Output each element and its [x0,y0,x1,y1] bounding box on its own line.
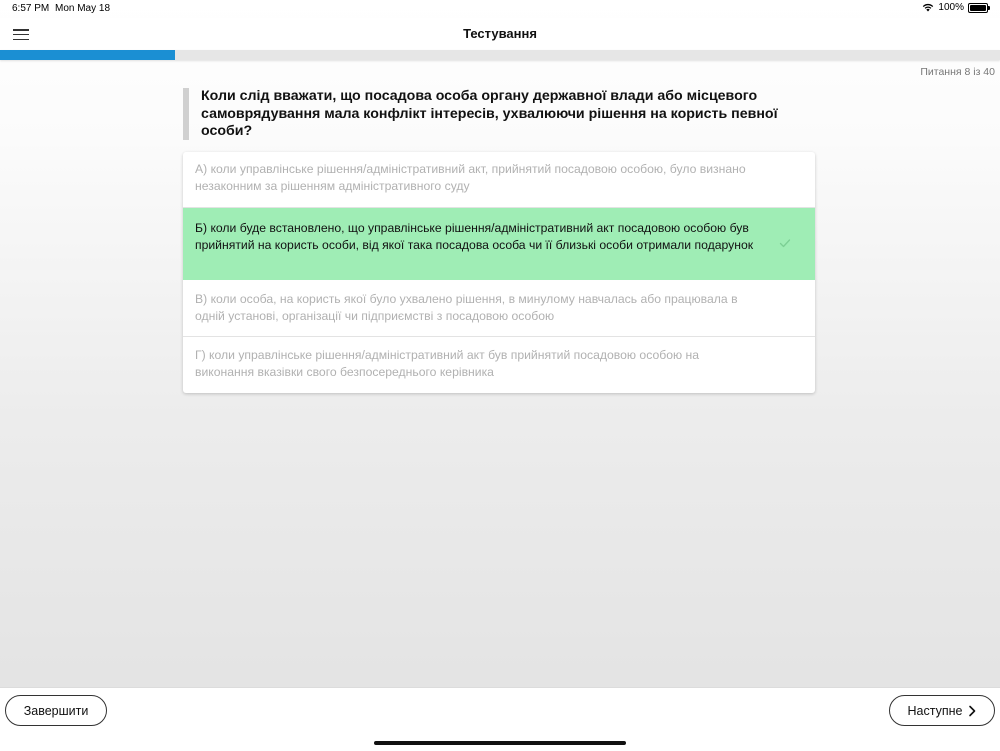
battery-icon [968,3,988,13]
test-progress-bar [0,50,1000,60]
status-time: 6:57 PM [12,3,50,14]
battery-level [970,5,986,11]
page-title: Тестування [463,26,537,41]
question-block [183,88,815,140]
question-counter: Питання 8 із 40 [920,66,995,78]
answer-text: В) коли особа, на користь якої було ухвалено рішення, в минулому навчалась або працювала в одній установі, організації чи підприємстві з посадовою особою [195,292,738,323]
answer-option-b[interactable] [183,208,815,280]
status-right [922,2,988,13]
answer-text: Б) коли буде встановлено, що управлінське рішення/адміністративний акт посадовою особою був прийнятий на користь особи, від якої така посадова особа чи її близькі особи отримали подарунок [195,221,754,252]
finish-button[interactable] [5,695,107,726]
wifi-icon [922,3,934,12]
question-text: Коли слід вважати, що посадова особа органу державної влади або місцевого самоврядування мала конфлікт інтересів, ухвалюючи рішення на користь певної особи? [201,88,778,139]
answer-text: Г) коли управлінське рішення/адміністративний акт був прийнятий посадовою особою на виконання вказівки свого безпосереднього керівника [195,348,700,379]
home-indicator [374,741,626,745]
bottom-toolbar [0,687,1000,751]
nav-bar [0,18,1000,50]
next-button[interactable] [889,695,995,726]
test-progress-fill [0,50,175,60]
answer-option-c[interactable] [183,280,815,337]
answer-option-a[interactable] [183,152,815,208]
answer-list [183,152,815,393]
status-date: Mon May 18 [55,3,111,14]
battery-percent: 100% [938,2,964,13]
answer-text: А) коли управлінське рішення/адміністративний акт, прийнятий посадовою особою, було визнано незаконним за рішенням адміністративного суду [195,162,746,193]
chevron-right-icon [968,705,976,717]
answer-option-d[interactable] [183,337,815,393]
next-button-label: Наступне [907,703,963,718]
status-bar [0,0,1000,18]
finish-button-label: Завершити [23,703,89,718]
check-icon [779,237,791,249]
